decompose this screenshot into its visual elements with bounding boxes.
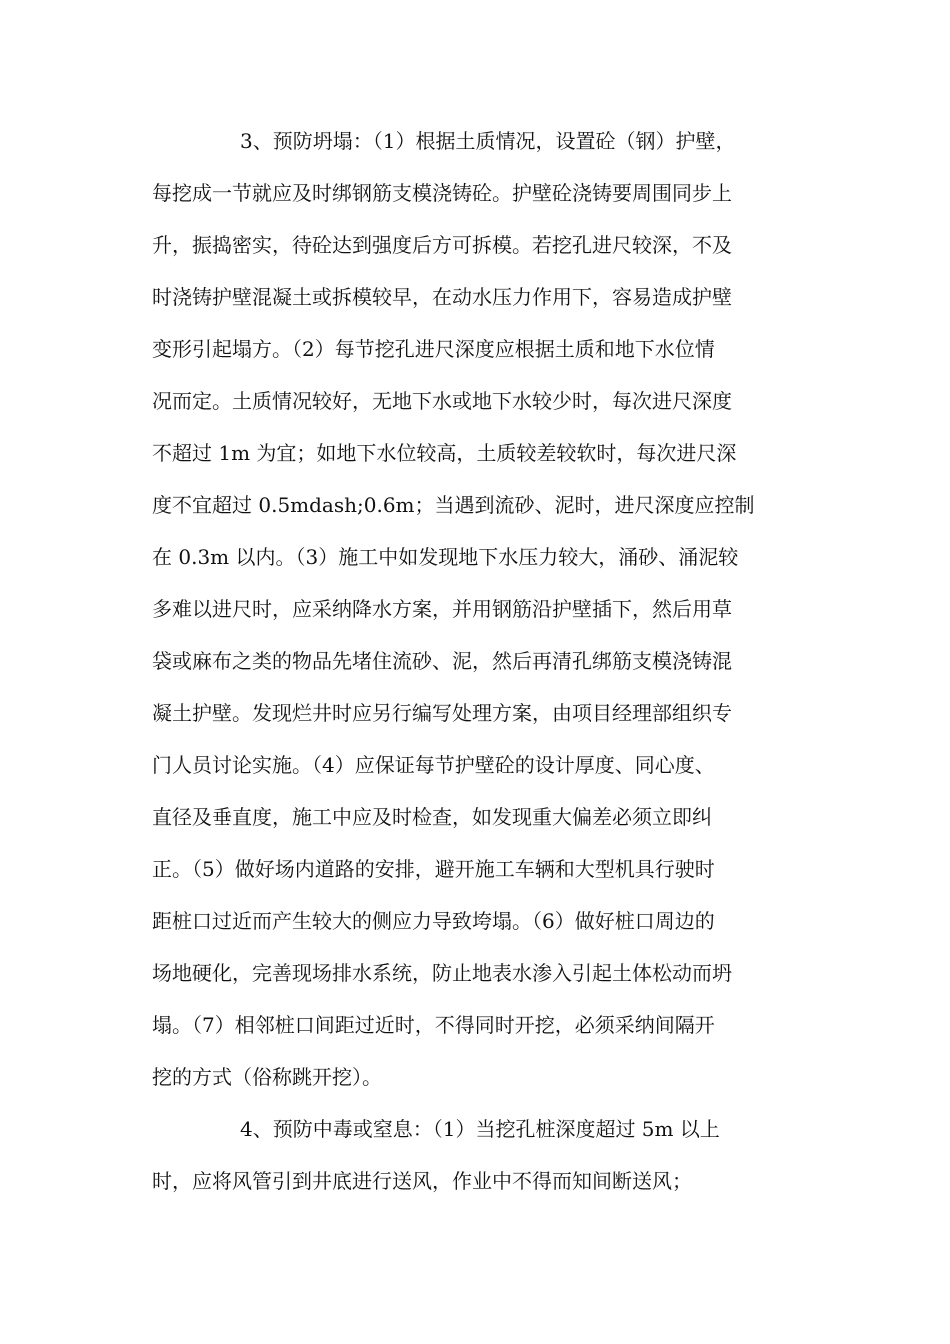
paragraph-4-start: 4、预防中毒或窒息：（1）当挖孔桩深度超过 5m 以上 xyxy=(240,1117,720,1141)
text-line: 凝土护壁。发现烂井时应另行编写处理方案，由项目经理部组织专 xyxy=(152,701,732,725)
text-line: 挖的方式（俗称跳开挖）。 xyxy=(152,1065,382,1089)
text-line: 度不宜超过 0.5mdash;0.6m；当遇到流砂、泥时，进尺深度应控制 xyxy=(152,493,755,517)
text-line: 距桩口过近而产生较大的侧应力导致垮塌。（6）做好桩口周边的 xyxy=(152,909,715,933)
text-line: 场地硬化，完善现场排水系统，防止地表水渗入引起土体松动而坍 xyxy=(152,961,732,985)
paragraph-3-start: 3、预防坍塌：（1）根据土质情况，设置砼（钢）护壁， xyxy=(240,129,736,153)
text-line: 塌。（7）相邻桩口间距过近时，不得同时开挖，必须采纳间隔开 xyxy=(152,1013,715,1037)
text-line: 不超过 1m 为宜；如地下水位较高，土质较差较软时，每次进尺深 xyxy=(152,441,737,465)
text-line: 袋或麻布之类的物品先堵住流砂、泥，然后再清孔绑筋支模浇铸混 xyxy=(152,649,732,673)
body-text xyxy=(152,115,802,1207)
text-line: 在 0.3m 以内。（3）施工中如发现地下水压力较大，涌砂、涌泥较 xyxy=(152,545,739,569)
text-line: 时，应将风管引到井底进行送风，作业中不得而知间断送风； xyxy=(152,1169,692,1193)
text-line: 况而定。土质情况较好，无地下水或地下水较少时，每次进尺深度 xyxy=(152,389,732,413)
text-line: 正。（5）做好场内道路的安排，避开施工车辆和大型机具行驶时 xyxy=(152,857,715,881)
text-line: 时浇铸护壁混凝土或拆模较早，在动水压力作用下，容易造成护壁 xyxy=(152,285,732,309)
text-line: 升，振捣密实，待砼达到强度后方可拆模。若挖孔进尺较深，不及 xyxy=(152,233,732,257)
text-line: 每挖成一节就应及时绑钢筋支模浇铸砼。护壁砼浇铸要周围同步上 xyxy=(152,181,732,205)
text-line: 门人员讨论实施。（4）应保证每节护壁砼的设计厚度、同心度、 xyxy=(152,753,715,777)
text-line: 直径及垂直度，施工中应及时检查，如发现重大偏差必须立即纠 xyxy=(152,805,712,829)
text-line: 多难以进尺时，应采纳降水方案，并用钢筋沿护壁插下，然后用草 xyxy=(152,597,732,621)
text-line: 变形引起塌方。（2）每节挖孔进尺深度应根据土质和地下水位情 xyxy=(152,337,715,361)
